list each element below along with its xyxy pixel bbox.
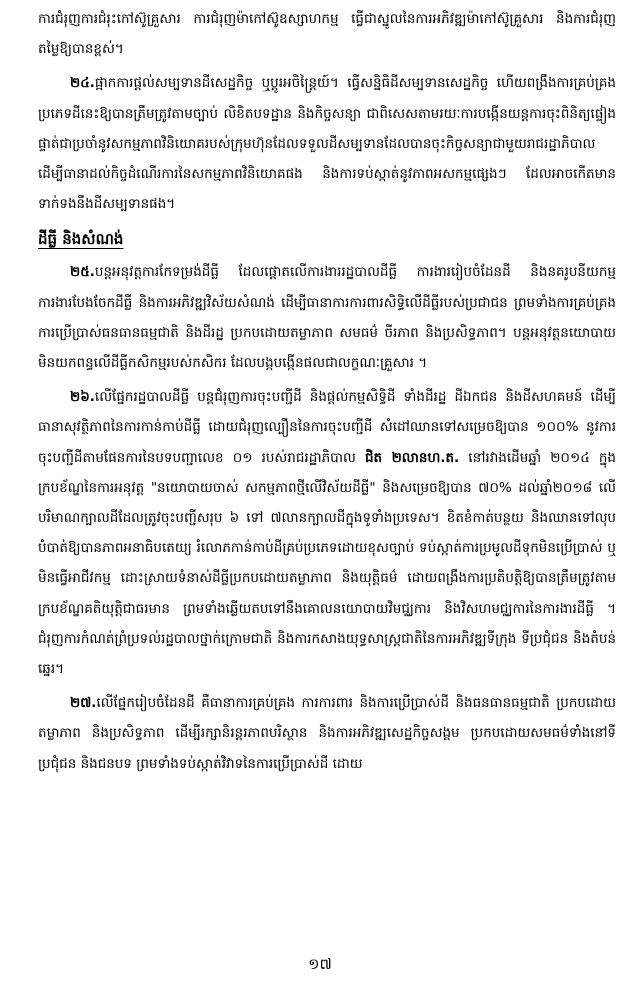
- paragraph-text: បន្តអនុវត្តការកែទម្រង់ដីធ្លី ដែលផ្តោតលើការងាររដ្ឋបាលដីធ្លី ការងាររៀបចំដែនដី និងនគរូបនីយកម្ម ការងារបែងចែកដីធ្លី និងការអភិវឌ្ឍវិស័យសំណង់ ដើម្បីធានាការការពារសិទ្ធិលើដីធ្លីរបស់ប្រជាជន ព្រមទាំងការគ្រប់គ្រងការប្រើប្រាស់ធនធានធម្មជាតិ និងដីរដ្ឋ ប្រកបដោយតម្លាភាព សមធម៌ ចីរភាព និងប្រសិទ្ធភាព។ បន្តអនុវត្តនយោបាយមិនយកពន្ធលើដីធ្លីកសិកម្មរបស់កសិករ ដែលបង្កបង្កើនផលជាលក្ខណៈគ្រួសារ ។: [38, 264, 616, 372]
- paragraph-number: ២៤.: [70, 75, 95, 92]
- paragraph-text: ការជំរុញការជំរុះកៅស៊ូគ្រួសារ ការជំរុញម៉ាកៅស៊ូឧស្សាហកម្ម ធ្វើជាស្នូលនៃការអភិវឌ្ឍម៉ាកៅស៊ូគ្រួសារ និងការជំរុញតម្លៃឱ្យបានខ្ពស់។: [38, 11, 616, 58]
- paragraph-text: នៅរវាងដើមឆ្នាំ ២០១៤ ក្នុងក្របខ័ណ្ឌនៃការអនុវត្ត "នយោបាយចាស់ សកម្មភាពថ្មីលើវិស័យដីធ្លី" និងសម្រេចឱ្យបាន ៧០% ដល់ឆ្នាំ២០១៨ លើបរិមាណក្បាលដីដែលត្រូវចុះបញ្ជីសរុប ៦ ទៅ ៧លានក្បាលដីក្នុងទូទាំងប្រទេស។ ខិតខំកាត់បន្ថយ និងឈានទៅលុបបំបាត់ឱ្យបានភាពអនាធិបតេយ្យ រំលោភកាន់កាប់ដីគ្រប់ប្រភេទដោយខុសច្បាប់ ទប់ស្កាត់ការប្រមូលដីទុកមិនប្រើប្រាស់ ឬមិនធ្វើអាជីវកម្ម ដោះស្រាយទំនាស់ដីធ្លីប្រកបដោយតម្លាភាព និងយុត្តិធម៌ ដោយពង្រឹងការប្រតិបត្តិឱ្យបានត្រឹមត្រូវតាមក្របខ័ណ្ឌគតិយុត្តិជាធរមាន ព្រមទាំងឆ្លើយតបទៅនឹងគោលនយោបាយវិមជ្ឈការ និងវិសហមជ្ឈការនៃការងារដីធ្លី ។ ជំរុញការកំណត់ព្រំប្រទល់រដ្ឋបាលថ្នាក់ក្រោមជាតិ និងការកសាងយុទ្ធសាស្ត្រជាតិនៃការអភិវឌ្ឍទីក្រុង ទីប្រជុំជន និងតំបន់ឆ្នេរ។: [38, 449, 616, 678]
- paragraph-24: [38, 68, 616, 219]
- paragraph-number: ២៥.: [70, 264, 95, 281]
- page-number: ១៧: [308, 955, 332, 973]
- paragraph-27: [38, 688, 616, 779]
- paragraph-25: [38, 257, 616, 378]
- paragraph-text: ផ្អាកការផ្តល់សម្បទានដីសេដ្ឋកិច្ច ឬប្តូរអចិន្ត្រៃយ៍។ ធ្វើសន្និធិដីសម្បទានសេដ្ឋកិច្ច ហើយពង្រឹងការគ្រប់គ្រងប្រភេទដីនេះឱ្យបានត្រឹមត្រូវតាមច្បាប់ លិខិតបទដ្ឋាន និងកិច្ចសន្យា ជាពិសេសតាមរយៈការបង្កើនយន្តការចុះពិនិត្យផ្ទៀងផ្ទាត់ជាប្រចាំនូវសកម្មភាពវិនិយោគរបស់ក្រុមហ៊ុនដែលទទួលដីសម្បទានដែលបានចុះកិច្ចសន្យាជាមួយរាជរដ្ឋាភិបាល ដើម្បីធានាដល់កិច្ចដំណើរការនៃសកម្មភាពវិនិយោគផង និងការទប់ស្កាត់នូវភាពអសកម្មផ្សេងៗ ដែលអាចកើតមានទាក់ទងនឹងដីសម្បទានផង។: [38, 75, 616, 213]
- paragraph-26: [38, 382, 616, 684]
- paragraph-continuation: [38, 4, 616, 64]
- paragraph-text: លើផ្នែករដ្ឋបាលដីធ្លី បន្តជំរុញការចុះបញ្ជីដី និងផ្តល់កម្មសិទ្ធិដី ទាំងដីរដ្ឋ ដីឯកជន និងដីសហគមន៍ ដើម្បីធានាសុវត្ថិភាពនៃការកាន់កាប់ដីធ្លី ដោយជំរុញល្បឿននៃការចុះបញ្ជីដី សំដៅឈានទៅសម្រេចឱ្យបាន ១០០% នូវការចុះបញ្ជីដីតាមផែនការនៃបទបញ្ជាលេខ ០១ របស់រាជរដ្ឋាភិបាល: [38, 389, 616, 466]
- section-heading: ដីធ្លី និងសំណង់: [38, 230, 124, 249]
- paragraph-text: លើផ្នែករៀបចំដែនដី គឺធានាការគ្រប់គ្រង ការការពារ និងការប្រើប្រាស់ដី និងធនធានធម្មជាតិ ប្រកបដោយតម្លាភាព និងប្រសិទ្ធភាព ដើម្បីរក្សានិរន្តរភាពបរិស្ថាន និងការអភិវឌ្ឍសេដ្ឋកិច្ចសង្គម ប្រកបដោយសមធម៌ទាំងនៅទីប្រជុំជន និងជនបទ ព្រមទាំងទប់ស្កាត់វិវាទនៃការប្រើប្រាស់ដី ដោយ: [38, 695, 616, 772]
- bold-phrase: ជិត ២លានហ.ត.: [364, 449, 460, 466]
- paragraph-number: ២៦.: [70, 389, 95, 406]
- paragraph-number: ២៧.: [70, 695, 97, 712]
